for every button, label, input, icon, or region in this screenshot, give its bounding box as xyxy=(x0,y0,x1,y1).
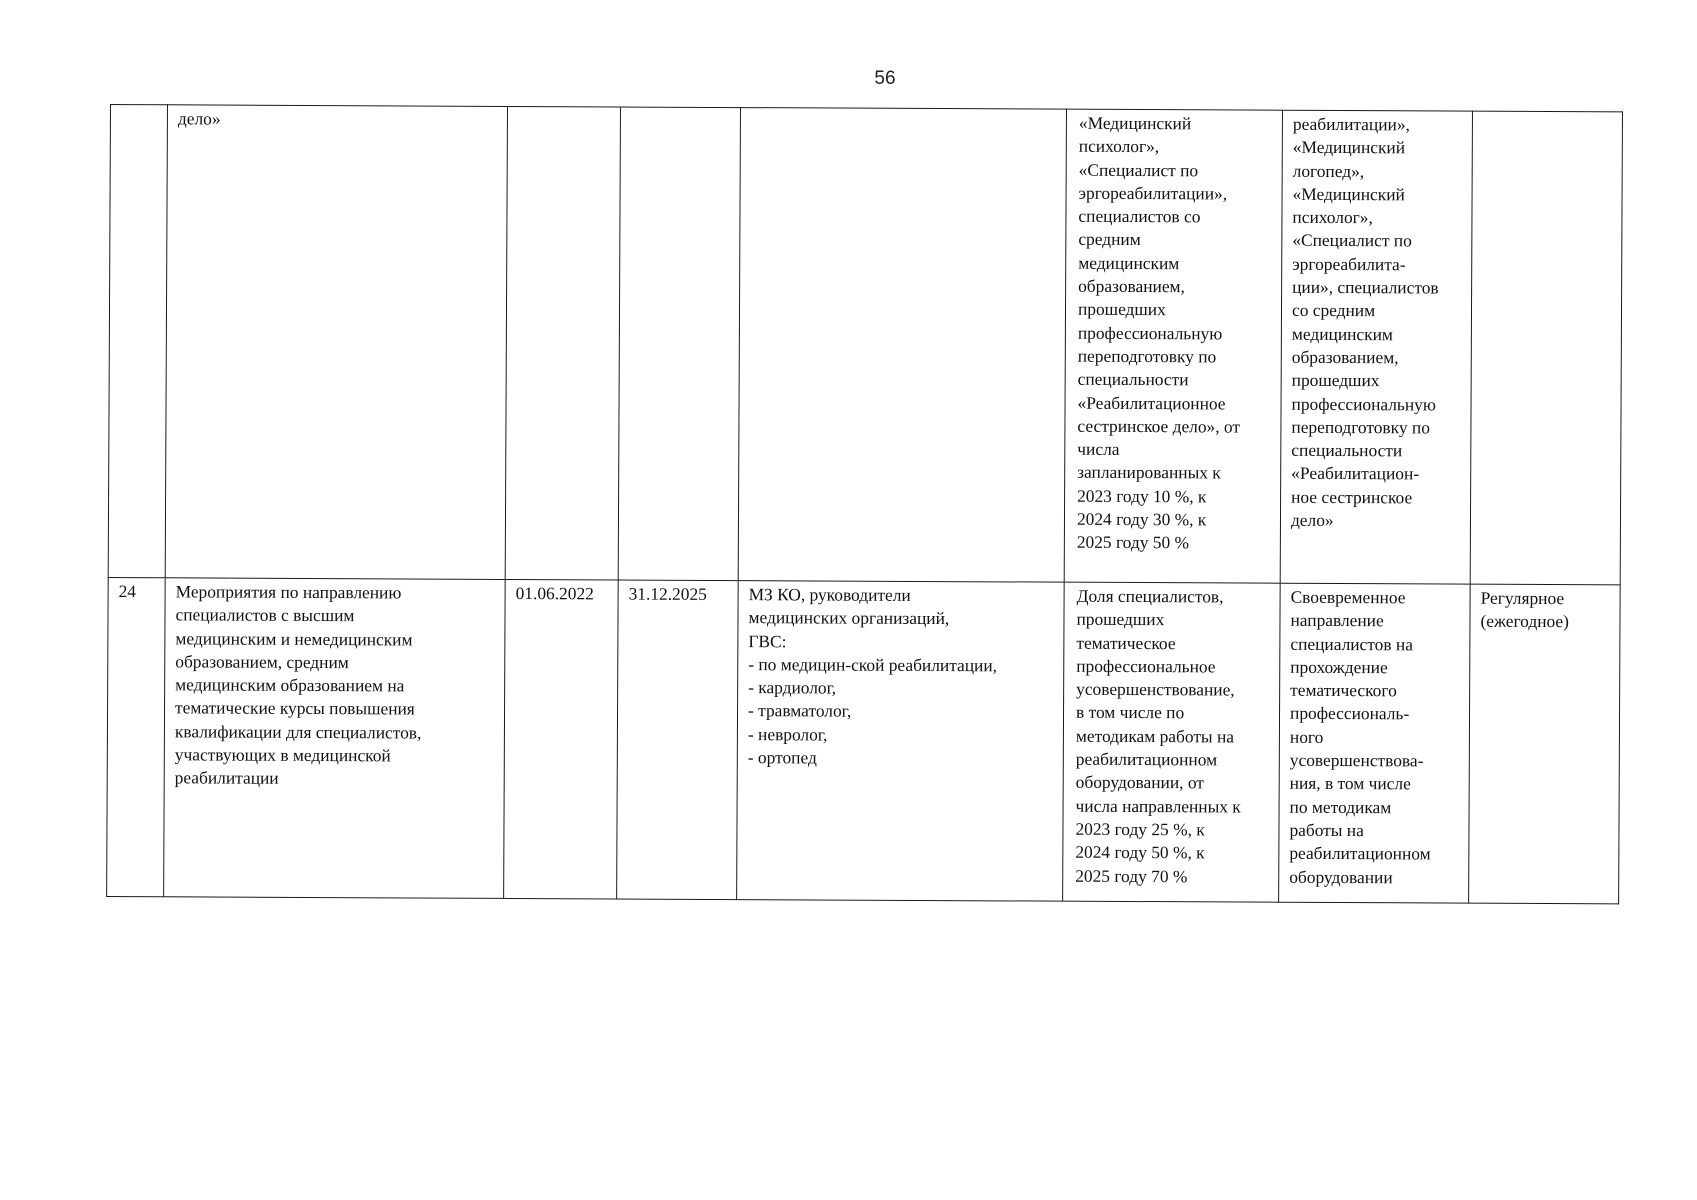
responsible-cell: МЗ КО, руководители медицинских организаций, ГВС: - по медицин-ской реабилитации, - кардиолог, - травматолог, - невролог, - ортопед xyxy=(737,581,1065,902)
row-number-cell xyxy=(108,105,167,578)
activity-cell: Мероприятия по направлению специалистов с высшим медицинским и немедицинским образованием, средним медицинским образованием на тематические курсы повышения квалификации для специалистов, участвующих в медицинской реабилитации xyxy=(164,578,506,899)
indicator-cell: Доля специалистов, прошедших тематическое профессиональное усовершенствование, в том числе по методикам работы на реабилитационном оборудовании, от числа направленных к 2023 году 25 %, к 2024 году 50 %, к 2025 году 70 % xyxy=(1063,582,1281,902)
start-date-cell xyxy=(505,106,620,580)
result-cell: реабилитации», «Медицинский логопед», «Медицинский психолог», «Специалист по эргореабилита- ции», специалистов со средним медицинским образованием, прошедших профессиональную переподготовку по специальности «Реабилитацион- ное сестринское дело» xyxy=(1280,110,1472,584)
responsible-cell xyxy=(738,108,1066,583)
indicator-cell: «Медицинский психолог», «Специалист по эргореабилитации», специалистов со средним медицинским образованием, прошедших профессиональную переподготовку по специальности «Реабилитационное сестринское дело», от числа запланированных к 2023 году 10 %, к 2024 году 30 %, к 2025 году 50 % xyxy=(1064,109,1282,583)
result-cell: Своевременное направление специалистов на прохождение тематического профессиональ- ного усовершенствова- ния, в том числе по методикам работы на реабилитационном оборудовании xyxy=(1279,583,1471,903)
activity-cell: дело» xyxy=(165,105,507,580)
row-number-cell: 24 xyxy=(107,577,166,896)
end-date-cell xyxy=(618,107,740,581)
end-date-cell: 31.12.2025 xyxy=(617,580,739,900)
periodicity-cell: Регулярное (ежегодное) xyxy=(1469,584,1621,904)
table-row xyxy=(108,105,1622,585)
plan-table xyxy=(106,104,1623,904)
table-row xyxy=(107,577,1621,903)
page-number: 56 xyxy=(874,68,896,89)
start-date-cell: 01.06.2022 xyxy=(504,579,619,899)
periodicity-cell xyxy=(1470,111,1622,585)
